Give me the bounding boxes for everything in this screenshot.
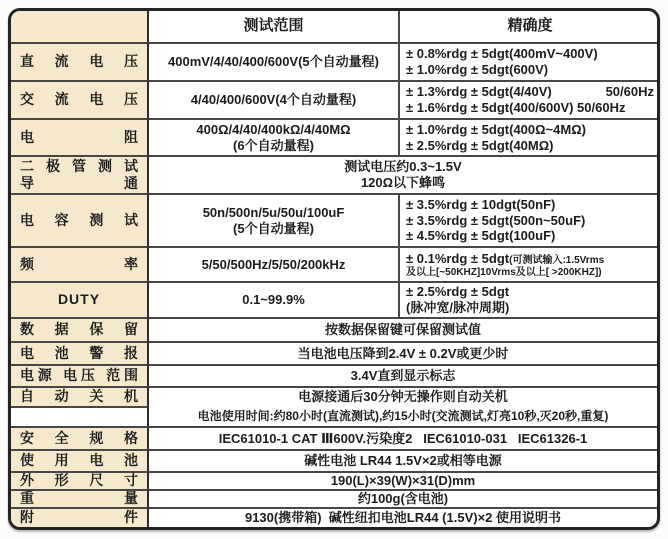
row-auto-off-value-line2: 电池使用时间:约80小时(直流测试),约15小时(交流测试,灯亮10秒,灭20秒,重复)	[197, 408, 609, 423]
row-battery-alarm-value: 当电池电压降到2.4V ± 0.2V或更少时	[149, 341, 657, 364]
header-accuracy: 精确度	[398, 11, 657, 42]
row-auto-off-value-line1: 电源接通后30分钟无操作则自动关机	[149, 386, 657, 406]
row-data-hold-value: 按数据保留键可保留测试值	[149, 317, 657, 341]
row-auto-off-label-spacer	[11, 406, 149, 426]
row-safety-label: 安 全 规 格	[11, 426, 149, 449]
row-dc-voltage-range: 400mV/4/40/400/600V(5个自动量程)	[149, 42, 398, 80]
row-dc-voltage-label: 直 流 电 压	[11, 42, 149, 80]
header-corner-cell	[11, 11, 149, 42]
row-battery-used-value: 碱性电池 LR44 1.5V×2或相等电源	[149, 449, 657, 471]
row-resistance-label: 电 阻	[11, 118, 149, 155]
row-frequency-range: 5/50/500Hz/5/50/200kHz	[149, 246, 398, 281]
row-battery-used-label: 使 用 电 池	[11, 449, 149, 471]
row-auto-off-label: 自 动 关 机	[11, 386, 149, 406]
row-capacitance-label: 电 容 测 试	[11, 193, 149, 246]
row-dimensions-label: 外 形 尺 寸	[11, 471, 149, 489]
row-resistance-accuracy: ± 1.0%rdg ± 5dgt(400Ω~4MΩ) ± 2.5%rdg ± 5dgt(40MΩ)	[398, 118, 657, 155]
row-dimensions-value: 190(L)×39(W)×31(D)mm	[149, 471, 657, 489]
row-power-voltage-label: 电源 电压 范围	[11, 364, 149, 386]
row-resistance-range: 400Ω/4/40/400kΩ/4/40MΩ (6个自动量程)	[149, 118, 398, 155]
spec-table	[8, 8, 660, 530]
row-diode-value: 测试电压约0.3~1.5V 120Ω以下蜂鸣	[149, 155, 657, 193]
row-ac-voltage-label: 交 流 电 压	[11, 80, 149, 118]
row-battery-alarm-label: 电 池 警 报	[11, 341, 149, 364]
row-dc-voltage-accuracy: ± 0.8%rdg ± 5dgt(400mV~400V) ± 1.0%rdg ± 5dgt(600V)	[398, 42, 657, 80]
row-duty-range: 0.1~99.9%	[149, 281, 398, 317]
row-weight-label: 重 量	[11, 489, 149, 507]
row-frequency-label: 频 率	[11, 246, 149, 281]
row-weight-value: 约100g(含电池)	[149, 489, 657, 507]
row-accessories-label: 附 件	[11, 507, 149, 527]
row-diode-label: 二 极 管 测 试 导 通	[11, 155, 149, 193]
row-safety-value: IEC61010-1 CAT Ⅲ600V.污染度2 IEC61010-031 IEC61326-1	[149, 426, 657, 449]
row-capacitance-range: 50n/500n/5u/50u/100uF (5个自动量程)	[149, 193, 398, 246]
header-test-range: 测试范围	[243, 17, 304, 35]
row-ac-voltage-range: 4/40/400/600V(4个自动量程)	[149, 80, 398, 118]
row-power-voltage-value: 3.4V直到显示标志	[149, 364, 657, 386]
row-duty-accuracy: ± 2.5%rdg ± 5dgt (脉冲宽/脉冲周期)	[398, 281, 657, 317]
row-ac-voltage-accuracy: ± 1.3%rdg ± 5dgt(4/40V) 50/60Hz ± 1.6%rdg ± 5dgt(400/600V) 50/60Hz	[398, 80, 657, 118]
row-frequency-accuracy: ± 0.1%rdg ± 5dgt(可测试输入:1.5Vrms 及以上[~50KHZ]10Vrms及以上[ >200KHZ])	[398, 246, 657, 281]
row-capacitance-accuracy: ± 3.5%rdg ± 10dgt(50nF) ± 3.5%rdg ± 5dgt(500n~50uF) ± 4.5%rdg ± 5dgt(100uF)	[398, 193, 657, 246]
row-data-hold-label: 数 据 保 留	[11, 317, 149, 341]
row-accessories-value: 9130(携带箱) 碱性纽扣电池LR44 (1.5V)×2 使用说明书	[149, 507, 657, 527]
row-duty-label: DUTY	[11, 281, 149, 317]
